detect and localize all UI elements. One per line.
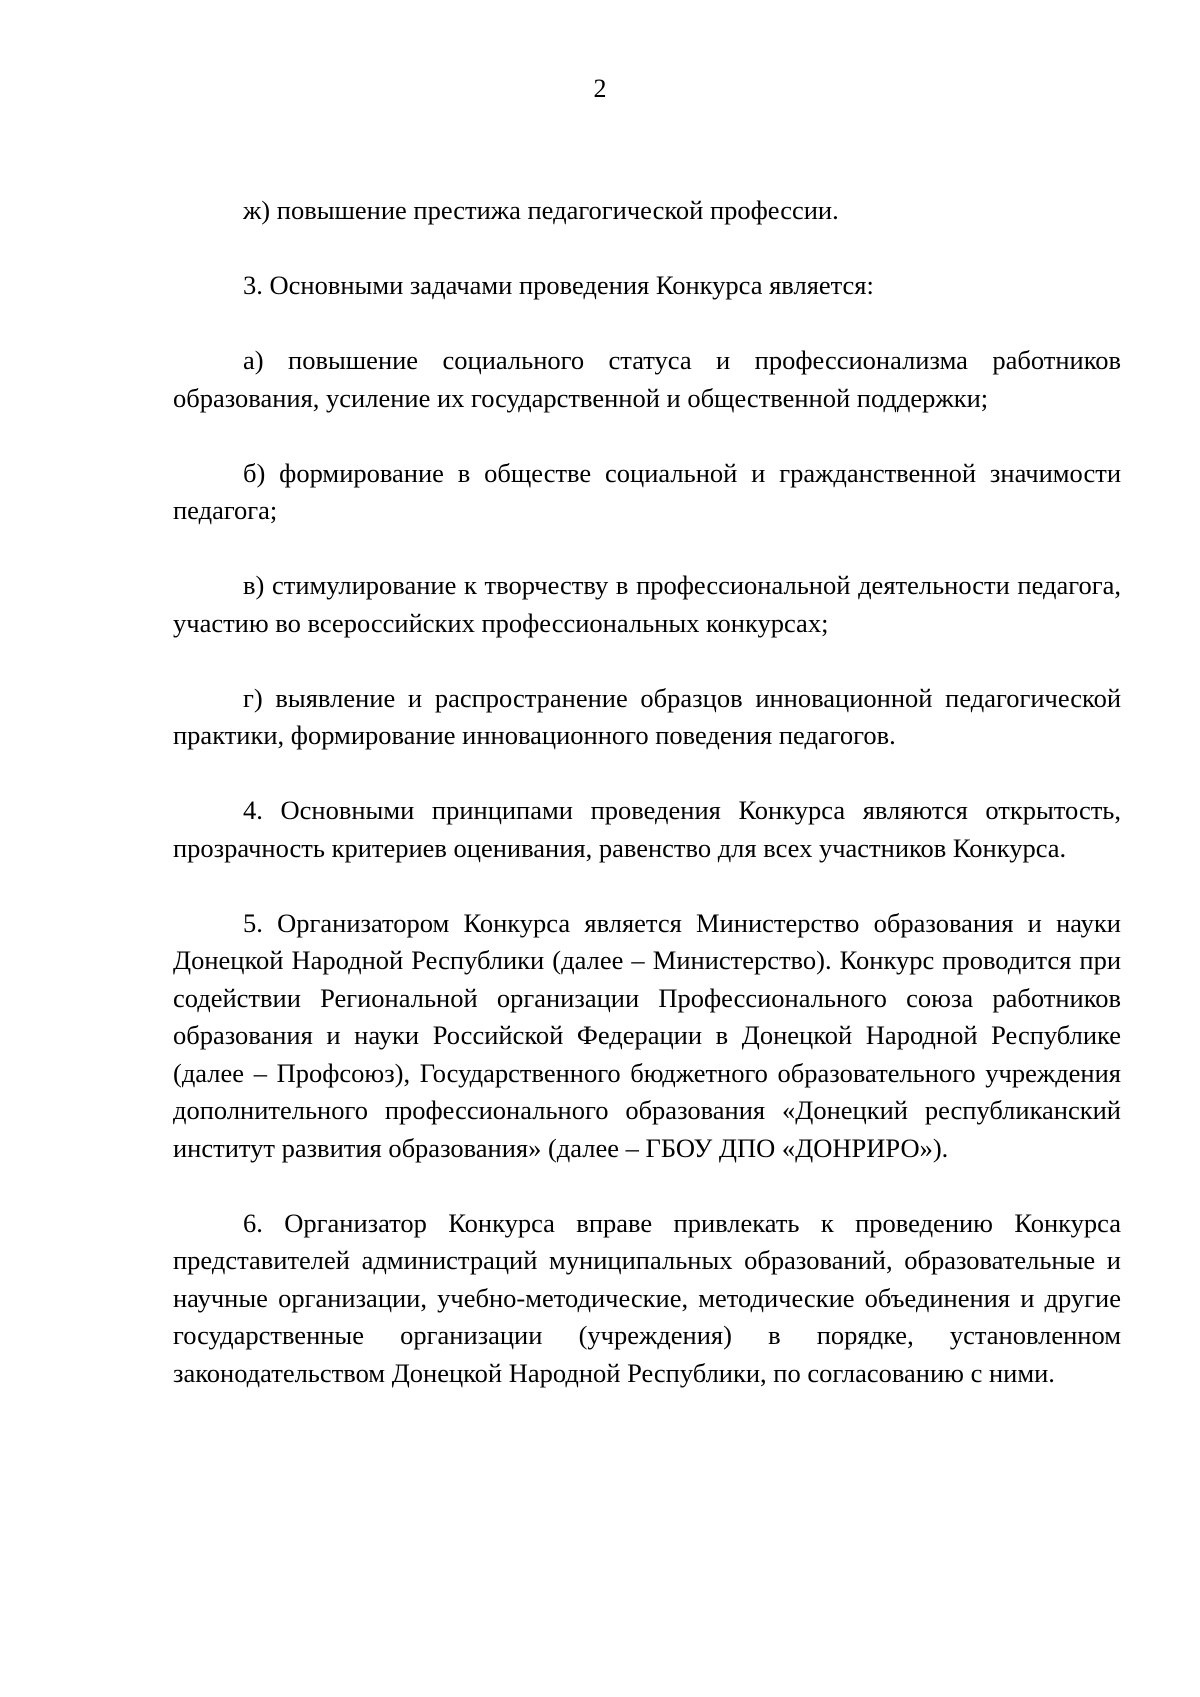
page-number: 2 [593, 74, 607, 103]
paragraph-b-significance: б) формирование в обществе социальной и гражданственной значимости педагога; [173, 457, 1121, 525]
paragraph-v-stimulation: в) стимулирование к творчеству в профессиональной деятельности педагога, участию во всероссийских профессиональных конкурсах; [173, 570, 1121, 638]
paragraph-3-tasks: 3. Основными задачами проведения Конкурса является: [243, 270, 874, 300]
paragraph-5-organizer: 5. Организатором Конкурса является Министерство образования и науки Донецкой Народной Республики (далее – Министерство). Конкурс проводится при содействии Региональной организации Профессионального союза работников образования и науки Российской Федерации в Донецкой Народной Республике (далее – Профсоюз), Государственного бюджетного образовательного учреждения дополнительного профессионального образования «Донецкий республиканский институт развития образования» (далее – ГБОУ ДПО «ДОНРИРО»). [173, 907, 1121, 1163]
document-body [173, 192, 1121, 1430]
paragraph-4-principles: 4. Основными принципами проведения Конкурса являются открытость, прозрачность критериев оценивания, равенство для всех участников Конкурса. [173, 795, 1121, 863]
paragraph-g-innovation: г) выявление и распространение образцов инновационной педагогической практики, формирование инновационного поведения педагогов. [173, 682, 1121, 750]
paragraph-6-involvement: 6. Организатор Конкурса вправе привлекать к проведению Конкурса представителей администраций муниципальных образований, образовательные и научные организации, учебно-методические, методические объединения и другие государственные организации (учреждения) в порядке, установленном законодательством Донецкой Народной Республики, по согласованию с ними. [173, 1207, 1121, 1388]
paragraph-zh-prestige: ж) повышение престижа педагогической профессии. [243, 195, 839, 225]
paragraph-a-status: а) повышение социального статуса и профессионализма работников образования, усиление их государственной и общественной поддержки; [173, 345, 1121, 413]
